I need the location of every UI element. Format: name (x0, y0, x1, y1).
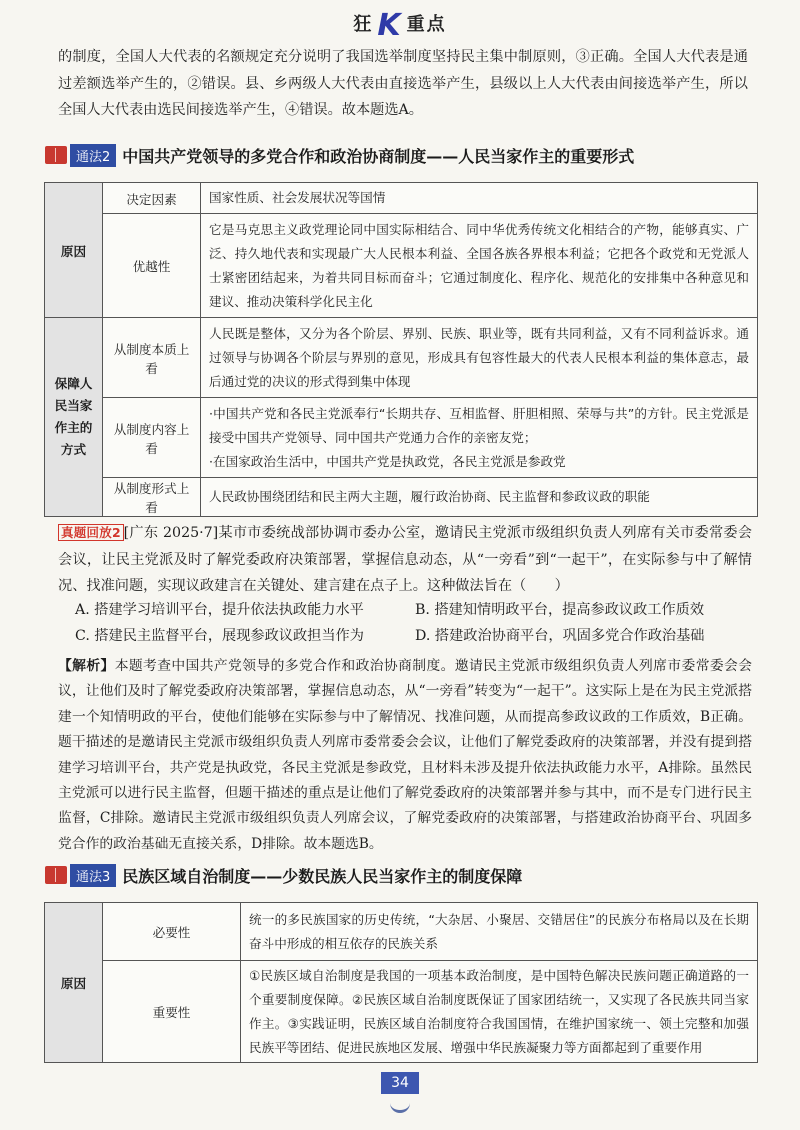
table-row (45, 903, 758, 961)
section3-heading (45, 862, 522, 888)
subheader-cell: 决定因素 (103, 183, 201, 214)
row-header-reason: 原因 (45, 183, 103, 318)
analysis-label: 【解析】 (58, 658, 115, 674)
row-header-reason: 原因 (45, 903, 103, 1063)
option-b: B. 搭建知情明政平台，提高参政议政工作质效 (415, 602, 705, 618)
option-c: C. 搭建民主监督平台，展现参政议政担当作为 (75, 628, 364, 644)
content-cell: 人民既是整体，又分为各个阶层、界别、民族、职业等，既有共同利益，又有不同利益诉求。通过领导与协调各个阶层与界别的意见，形成具有包容性最大的代表人民根本利益的集体意志，最后通过党的决议的形式得到集中体现 (201, 318, 758, 398)
content-cell: 它是马克思主义政党理论同中国实际相结合、同中华优秀传统文化相结合的产物，能够真实、广泛、持久地代表和实现最广大人民根本利益、全国各族各界根本利益；它把各个政党和无党派人士紧密团结起来，为着共同目标而奋斗；它通过制度化、程序化、规范化的安排集中各种意见和建议、推动决策科学化民主化 (201, 214, 758, 318)
question-source: [广东 2025·7] (123, 525, 219, 541)
section2-tag: 通法2 (70, 144, 116, 167)
option-a: A. 搭建学习培训平台，提升依法执政能力水平 (75, 602, 364, 618)
table-row (45, 478, 758, 517)
content-cell (201, 398, 758, 478)
page-number: 34 (381, 1072, 419, 1094)
header-text-pre: 狂 (353, 14, 374, 35)
subheader-cell: 从制度形式上看 (103, 478, 201, 517)
content-cell: ①民族区域自治制度是我国的一项基本政治制度，是中国特色解决民族问题正确道路的一个重要制度保障。②民族区域自治制度既保证了国家团结统一，又实现了各民族共同当家作主。③实践证明，民族区域自治制度符合我国国情，在维护国家统一、领土完整和加强民族平等团结、促进民族地区发展、增强中华民族凝聚力等方面都起到了重要作用 (241, 961, 758, 1063)
content-cell: 国家性质、社会发展状况等国情 (201, 183, 758, 214)
options-row (75, 598, 755, 622)
table-row (45, 398, 758, 478)
subheader-cell: 从制度本质上看 (103, 318, 201, 398)
content-bullet-1: ·中国共产党和各民主党派奉行“长期共存、互相监督、肝胆相照、荣辱与共”的方针。民主党派是接受中国共产党领导、同中国共产党通力合作的亲密友党； (209, 405, 749, 445)
section3-title: 民族区域自治制度——少数民族人民当家作主的制度保障 (122, 866, 523, 886)
section2-table (44, 182, 758, 517)
row-header-ways: 保障人民当家作主的方式 (45, 318, 103, 517)
real-exam-tag: 真题回放2 (58, 524, 124, 541)
section3-tag: 通法3 (70, 864, 116, 887)
subheader-cell: 优越性 (103, 214, 201, 318)
subheader-cell: 从制度内容上看 (103, 398, 201, 478)
table-row (45, 318, 758, 398)
intro-paragraph: 的制度，全国人大代表的名额规定充分说明了我国选举制度坚持民主集中制原则，③正确。全国人大代表是通过差额选举产生的，②错误。县、乡两级人大代表由直接选举产生，县级以上人大代表由间接选举产生，所以全国人大代表由选民间接选举产生，④错误。故本题选A。 (58, 49, 748, 118)
options-row (75, 624, 755, 648)
table-row (45, 214, 758, 318)
header-text-post: 重点 (406, 14, 447, 35)
section3-table (44, 902, 758, 1063)
content-bullet-2: ·在国家政治生活中，中国共产党是执政党，各民主党派是参政党 (209, 453, 566, 469)
book-icon (45, 146, 67, 164)
section2-heading (45, 142, 634, 168)
book-icon (45, 866, 67, 884)
content-cell: 人民政协围绕团结和民主两大主题，履行政治协商、民主监督和参政议政的职能 (201, 478, 758, 517)
table-row (45, 961, 758, 1063)
section2-title: 中国共产党领导的多党合作和政治协商制度——人民当家作主的重要形式 (122, 146, 635, 166)
running-header (0, 8, 800, 43)
question-text: 某市市委统战部协调市委办公室，邀请民主党派市级组织负责人列席有关市委常委会会议，让民主党派及时了解党委政府决策部署，掌握信息动态，从“一旁看”到“一起干”，在实际参与中了解情况、找准问题，实现议政建言在关键处、建言建在点子上。这种做法旨在（ ） (58, 525, 752, 594)
question-stem (58, 520, 752, 600)
subheader-cell: 必要性 (103, 903, 241, 961)
option-d: D. 搭建政治协商平台，巩固多党合作政治基础 (415, 628, 705, 644)
options-block (75, 598, 755, 648)
analysis-paragraph (58, 654, 752, 857)
analysis-text: 本题考查中国共产党领导的多党合作和政治协商制度。邀请民主党派市级组织负责人列席市委常委会会议，让他们及时了解党委政府决策部署，掌握信息动态，从“一旁看”转变为“一起干”。这实际上是在为民主党派搭建一个知情明政的平台，使他们能够在实际参与中了解情况、找准问题，从而提高参政议政的工作质效，B正确。题干描述的是邀请民主党派市级组织负责人列席市委常委会会议，让他们了解党委政府的决策部署，并没有提到搭建学习培训平台，共产党是执政党，各民主党派是参政党，且材料未涉及提升依法执政能力水平，A排除。虽然民主党派可以进行民主监督，但题干描述的重点是让他们了解党委政府的决策部署并参与其中，而不是专门进行民主监督，C排除。邀请民主党派市级组织负责人列席会议，了解党委政府的决策部署，与搭建政治协商平台、巩固多党合作的政治基础无直接关系，D排除。故本题选B。 (58, 658, 753, 852)
bird-ornament-icon (390, 1100, 410, 1113)
subheader-cell: 重要性 (103, 961, 241, 1063)
table-row (45, 183, 758, 214)
content-cell: 统一的多民族国家的历史传统，“大杂居、小聚居、交错居住”的民族分布格局以及在长期奋斗中形成的相互依存的民族关系 (241, 903, 758, 961)
header-k-logo: K (377, 8, 403, 43)
